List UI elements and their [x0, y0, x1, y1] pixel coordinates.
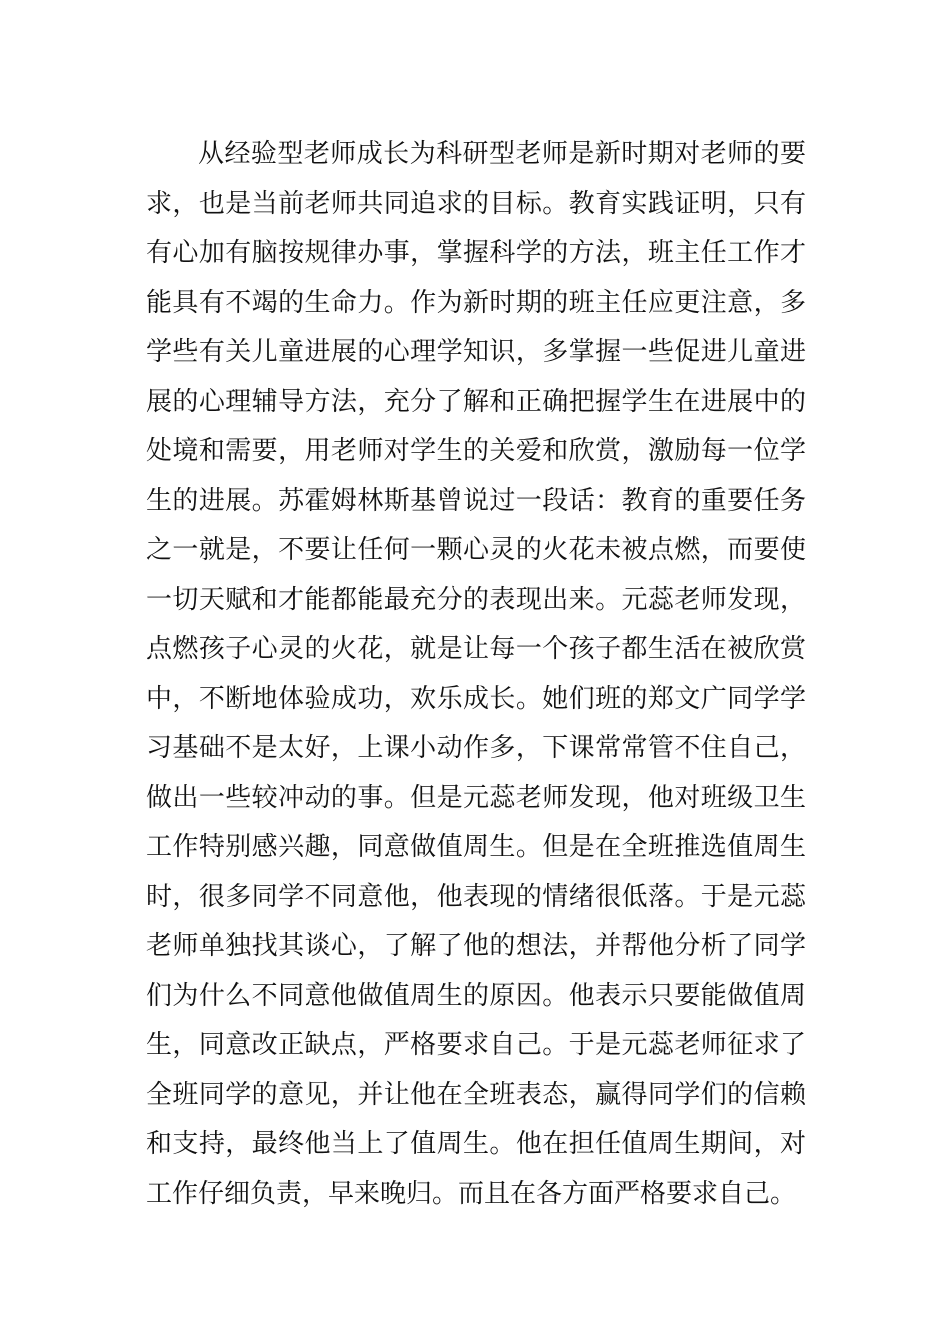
body-paragraph [146, 130, 806, 1219]
text-line: 做出一些较冲动的事。但是元蕊老师发现，他对班级卫生 [146, 782, 806, 813]
text-line: 点燃孩子心灵的火花，就是让每一个孩子都生活在被欣赏 [146, 634, 806, 664]
text-line: 从经验型老师成长为科研型老师是新时期对老师的要 [198, 139, 806, 169]
text-line: 生的进展。苏霍姆林斯基曾说过一段话：教育的重要任务 [146, 485, 806, 516]
text-line: 一切天赋和才能都能最充分的表现出来。元蕊老师发现， [146, 584, 806, 615]
text-line: 学些有关儿童进展的心理学知识，多掌握一些促进儿童进 [146, 337, 806, 367]
text-line: 们为什么不同意他做值周生的原因。他表示只要能做值周 [146, 980, 806, 1011]
text-line: 老师单独找其谈心，了解了他的想法，并帮他分析了同学 [146, 931, 806, 961]
text-line: 中，不断地体验成功，欢乐成长。她们班的郑文广同学学 [146, 683, 806, 714]
text-line: 求，也是当前老师共同追求的目标。教育实践证明，只有 [146, 188, 806, 219]
text-line: 工作仔细负责，早来晚归。而且在各方面严格要求自己。 [146, 1178, 797, 1209]
text-line: 和支持，最终他当上了值周生。他在担任值周生期间，对 [146, 1129, 806, 1159]
text-line: 时，很多同学不同意他，他表现的情绪很低落。于是元蕊 [146, 881, 806, 912]
text-line: 工作特别感兴趣，同意做值周生。但是在全班推选值周生 [146, 832, 806, 862]
text-line: 能具有不竭的生命力。作为新时期的班主任应更注意，多 [146, 287, 806, 318]
text-line: 处境和需要，用老师对学生的关爱和欣赏，激励每一位学 [146, 436, 806, 466]
text-line: 展的心理辅导方法，充分了解和正确把握学生在进展中的 [146, 386, 806, 417]
text-line: 之一就是，不要让任何一颗心灵的火花未被点燃，而要使 [146, 535, 806, 565]
text-line: 生，同意改正缺点，严格要求自己。于是元蕊老师征求了 [146, 1030, 806, 1060]
text-line: 全班同学的意见，并让他在全班表态，赢得同学们的信赖 [146, 1079, 806, 1110]
text-line: 习基础不是太好，上课小动作多，下课常常管不住自己， [146, 733, 806, 763]
text-line: 有心加有脑按规律办事，掌握科学的方法，班主任工作才 [146, 238, 806, 268]
